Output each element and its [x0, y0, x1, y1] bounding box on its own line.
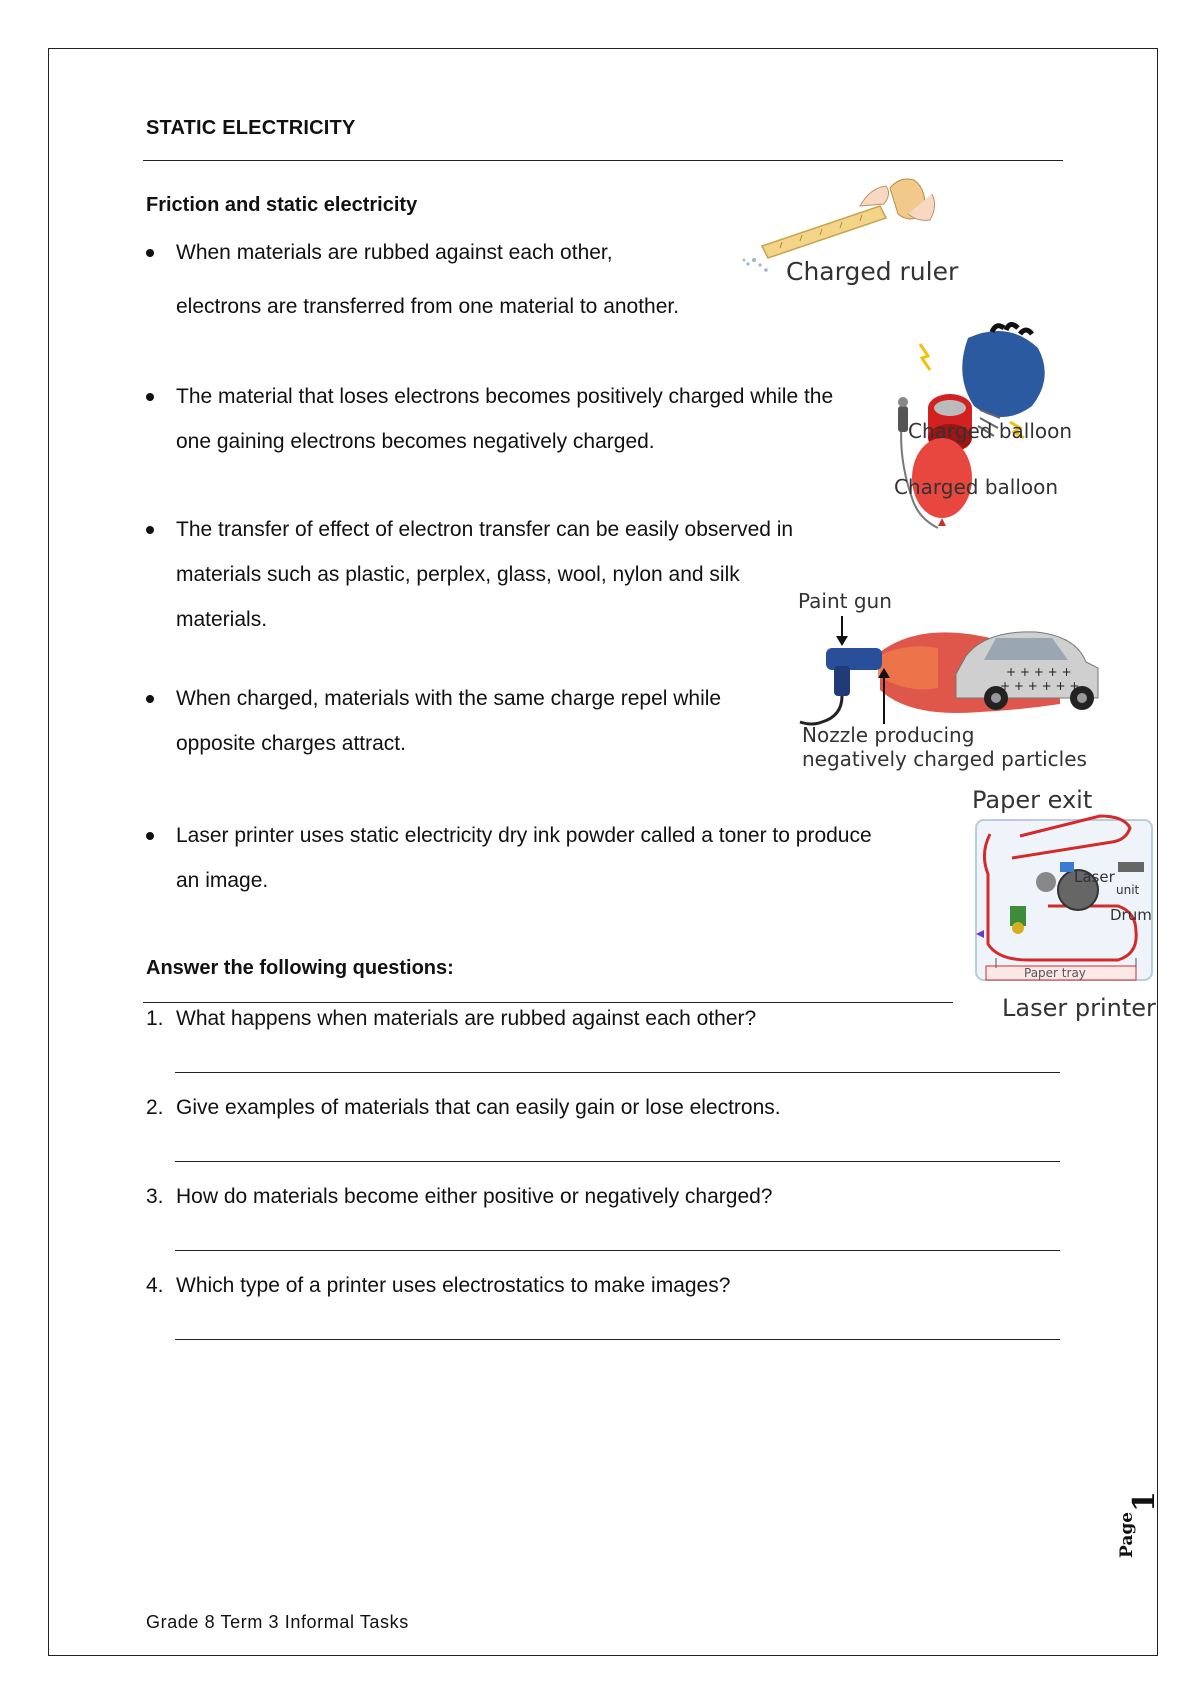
question-4: [146, 1274, 730, 1298]
laser-printer-label: Laser printer: [1002, 994, 1156, 1022]
nozzle-label-2: negatively charged particles: [802, 747, 1087, 771]
question-1: [146, 1007, 756, 1031]
question-text: Give examples of materials that can easily gain or lose electrons.: [176, 1096, 781, 1119]
bullet-line: When charged, materials with the same charge repel while: [176, 687, 722, 710]
paint-gun-label: Paint gun: [798, 589, 892, 613]
nozzle-label-1: Nozzle producing: [802, 723, 975, 747]
bullet-dot: [146, 832, 154, 840]
question-number: 4.: [146, 1274, 164, 1297]
bullet-dot: [146, 249, 154, 257]
title-rule: [143, 160, 1063, 161]
page-label: Page: [1117, 1511, 1137, 1558]
bullet-line: an image.: [176, 869, 269, 892]
balloon-label-2: Charged balloon: [894, 475, 1059, 499]
question-number: 3.: [146, 1185, 164, 1208]
answer-line-2[interactable]: [175, 1161, 1060, 1162]
bullet-line: Laser printer uses static electricity dry ink powder called a toner to produce: [176, 824, 872, 847]
question-text: Which type of a printer uses electrostatics to make images?: [176, 1274, 731, 1297]
question-number: 2.: [146, 1096, 164, 1119]
drum-label: Drum: [1110, 906, 1152, 924]
bullet-line: electrons are transferred from one material to another.: [176, 295, 680, 318]
questions-heading: Answer the following questions:: [146, 957, 454, 979]
bullet-line: When materials are rubbed against each other,: [176, 241, 613, 264]
laser-printer-figure: [950, 784, 1158, 1024]
bullet-dot: [146, 695, 154, 703]
section-subtitle: Friction and static electricity: [146, 194, 418, 216]
bullet-line: one gaining electrons becomes negatively charged.: [176, 430, 655, 453]
bullet-line: The material that loses electrons becomes positively charged while the: [176, 385, 834, 408]
questions-rule: [143, 1002, 953, 1003]
bullet-line: opposite charges attract.: [176, 732, 406, 755]
page-number-value: 1: [1127, 1491, 1162, 1512]
charged-ruler-figure: [740, 168, 980, 293]
unit-label: unit: [1116, 883, 1140, 897]
printer-body: [976, 816, 1152, 980]
svg-text:+ + + + +: + + + + +: [1006, 665, 1072, 679]
question-number: 1.: [146, 1007, 164, 1030]
footer-text: Grade 8 Term 3 Informal Tasks: [146, 1612, 409, 1632]
page-title: STATIC ELECTRICITY: [146, 117, 356, 139]
bullet-line: materials such as plastic, perplex, glass, wool, nylon and silk: [176, 563, 740, 586]
paint-gun-figure: [790, 580, 1110, 770]
bullet-line: materials.: [176, 608, 268, 631]
svg-text:+ + + + + +: + + + + + +: [1000, 679, 1080, 693]
question-2: [146, 1096, 781, 1120]
question-text: What happens when materials are rubbed against each other?: [176, 1007, 757, 1030]
bullet-dot: [146, 393, 154, 401]
paper-tray-label: Paper tray: [1024, 966, 1086, 980]
question-3: [146, 1185, 772, 1209]
page-number: [1108, 1490, 1162, 1560]
balloon-label-1: Charged balloon: [908, 419, 1073, 443]
paper-exit-label: Paper exit: [972, 786, 1093, 814]
bullet-dot: [146, 526, 154, 534]
paint-gun-illustration: [800, 648, 882, 724]
answer-line-4[interactable]: [175, 1339, 1060, 1340]
charged-ruler-label: Charged ruler: [786, 257, 959, 286]
question-text: How do materials become either positive or negatively charged?: [176, 1185, 773, 1208]
laser-label: Laser: [1074, 868, 1115, 886]
charged-balloon-figure: [880, 318, 1158, 540]
bullet-line: The transfer of effect of electron transfer can be easily observed in: [176, 518, 794, 541]
balloon-blue-illustration: [962, 324, 1045, 417]
answer-line-3[interactable]: [175, 1250, 1060, 1251]
answer-line-1[interactable]: [175, 1072, 1060, 1073]
